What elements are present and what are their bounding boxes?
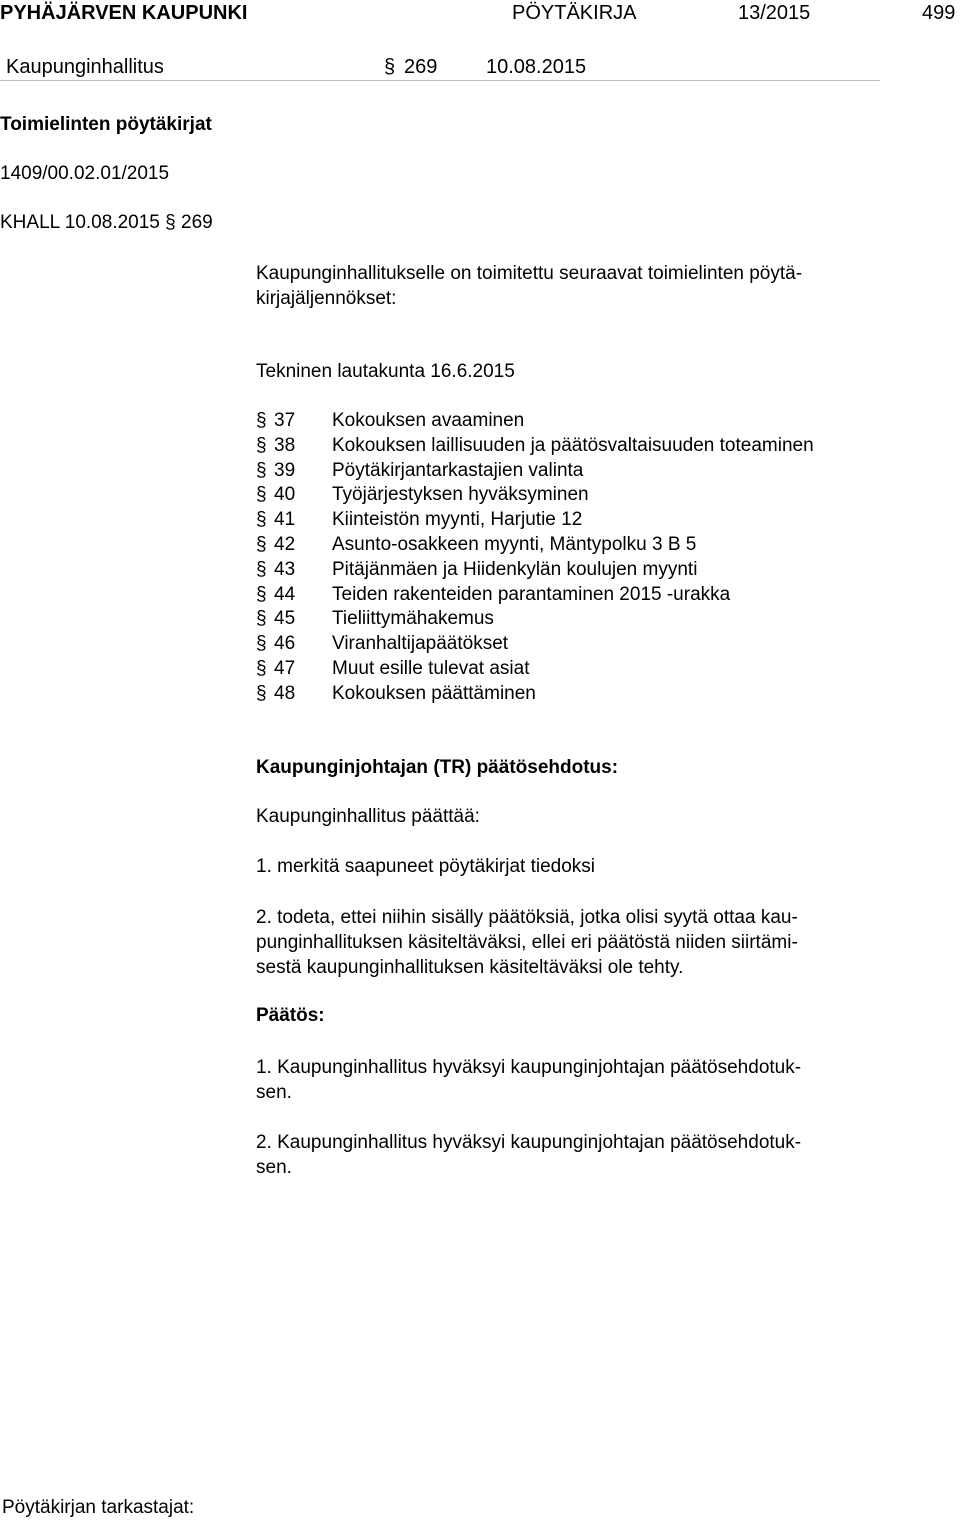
diary-number: 1409/00.02.01/2015	[0, 163, 170, 184]
agenda-item-text: Muut esille tulevat asiat	[332, 658, 530, 679]
paragraph-line: 2. Kaupunginhallitus hyväksyi kaupunginjohtajan päätösehdotuk-	[256, 1132, 802, 1153]
agenda-item-text: Pöytäkirjantarkastajien valinta	[332, 459, 584, 481]
section-sign-icon: §	[165, 212, 176, 233]
paragraph-line: 2. todeta, ettei niihin sisälly päätöksiä, jotka olisi syytä ottaa kau-	[256, 907, 798, 928]
decision-heading: Päätös:	[256, 1005, 325, 1026]
decision-point-1	[256, 1055, 876, 1105]
agenda-item-text: Kokouksen avaaminen	[332, 410, 525, 431]
intro-line: kirjajäljennökset:	[256, 288, 397, 309]
paragraph-line: sestä kaupunginhallituksen käsiteltäväksi ole tehty.	[256, 957, 684, 978]
reference-label: KHALL 10.08.2015	[0, 212, 160, 233]
intro-paragraph	[256, 261, 876, 311]
section-sign-icon: §	[256, 558, 267, 580]
paragraph-line: sen.	[256, 1157, 292, 1178]
doc-number: 13/2015	[738, 2, 811, 24]
meeting-date: 10.08.2015	[486, 56, 587, 78]
header-divider	[0, 80, 880, 81]
agenda-item-text: Viranhaltijapäätökset	[332, 633, 509, 655]
agenda-item-text: Teiden rakenteiden parantaminen 2015 -urakka	[332, 583, 731, 605]
agenda-item-number: 41	[274, 509, 296, 531]
section-sign-icon: §	[256, 509, 267, 531]
section-sign-icon: §	[256, 459, 267, 481]
agenda-item-number: 43	[274, 558, 296, 580]
agenda-item-text: Kiinteistön myynti, Harjutie 12	[332, 509, 583, 531]
agenda-item	[256, 633, 896, 657]
org-name: PYHÄJÄRVEN KAUPUNKI	[0, 2, 248, 24]
proposal-point-1: 1. merkitä saapuneet pöytäkirjat tiedoksi	[256, 856, 596, 877]
proposal-heading: Kaupunginjohtajan (TR) päätösehdotus:	[256, 757, 619, 778]
section-sign-icon: §	[256, 608, 267, 630]
agenda-item-number: 39	[274, 459, 296, 481]
footer-label: Pöytäkirjan tarkastajat:	[2, 1497, 195, 1518]
section-sign-icon: §	[256, 658, 267, 679]
agenda-item-number: 40	[274, 484, 296, 506]
reference	[0, 212, 213, 234]
section-sign-icon: §	[256, 484, 267, 506]
agenda-item	[256, 683, 896, 707]
section-number: 269	[404, 56, 438, 78]
agenda-item	[256, 509, 896, 533]
agenda-item-number: 45	[274, 608, 296, 630]
agenda-item	[256, 460, 896, 484]
section-sign-icon: §	[256, 682, 267, 704]
agenda-item-text: Kokouksen laillisuuden ja päätösvaltaisuuden toteaminen	[332, 434, 814, 456]
section-sign-icon: §	[256, 434, 267, 456]
agenda-item-number: 48	[274, 682, 296, 704]
section-sign-icon: §	[256, 534, 267, 555]
agenda-item	[256, 584, 896, 608]
agenda-item-number: 44	[274, 583, 296, 605]
agenda-item	[256, 410, 896, 434]
agenda-item-number: 46	[274, 633, 296, 655]
agenda-item	[256, 484, 896, 508]
paragraph-line: sen.	[256, 1082, 292, 1103]
agenda-item	[256, 534, 896, 558]
agenda-item-number: 37	[274, 410, 296, 431]
agenda-item-text: Työjärjestyksen hyväksyminen	[332, 484, 589, 506]
agenda-item-text: Tieliittymähakemus	[332, 608, 494, 630]
intro-line: Kaupunginhallitukselle on toimitettu seuraavat toimielinten pöytä-	[256, 263, 803, 284]
proposal-point-2	[256, 905, 876, 980]
agenda-item-number: 42	[274, 534, 296, 555]
decision-point-2	[256, 1130, 876, 1180]
agenda-item	[256, 658, 896, 682]
body-name: Kaupunginhallitus	[6, 56, 164, 78]
agenda-item	[256, 559, 896, 583]
doc-type: PÖYTÄKIRJA	[512, 2, 637, 24]
paragraph-line: punginhallituksen käsiteltäväksi, ellei eri päätöstä niiden siirtämi-	[256, 932, 798, 953]
agenda-item	[256, 608, 896, 632]
proposal-lead: Kaupunginhallitus päättää:	[256, 806, 480, 827]
section-sign-icon: §	[384, 56, 396, 78]
agenda-item-text: Pitäjänmäen ja Hiidenkylän koulujen myynti	[332, 558, 698, 580]
section-sign-icon: §	[256, 410, 267, 431]
agenda-item-number: 47	[274, 658, 296, 679]
reference-section: 269	[181, 212, 213, 233]
agenda-item-text: Asunto-osakkeen myynti, Mäntypolku 3 B 5	[332, 534, 697, 555]
agenda-item-number: 38	[274, 434, 296, 456]
agenda-item	[256, 435, 896, 459]
section-sign-icon: §	[256, 583, 267, 605]
agenda-item-text: Kokouksen päättäminen	[332, 682, 536, 704]
page-number: 499	[922, 2, 956, 24]
paragraph-line: 1. Kaupunginhallitus hyväksyi kaupunginjohtajan päätösehdotuk-	[256, 1057, 802, 1078]
committee-title: Tekninen lautakunta 16.6.2015	[256, 361, 515, 382]
section-sign-icon: §	[256, 633, 267, 655]
section-heading: Toimielinten pöytäkirjat	[0, 114, 212, 135]
